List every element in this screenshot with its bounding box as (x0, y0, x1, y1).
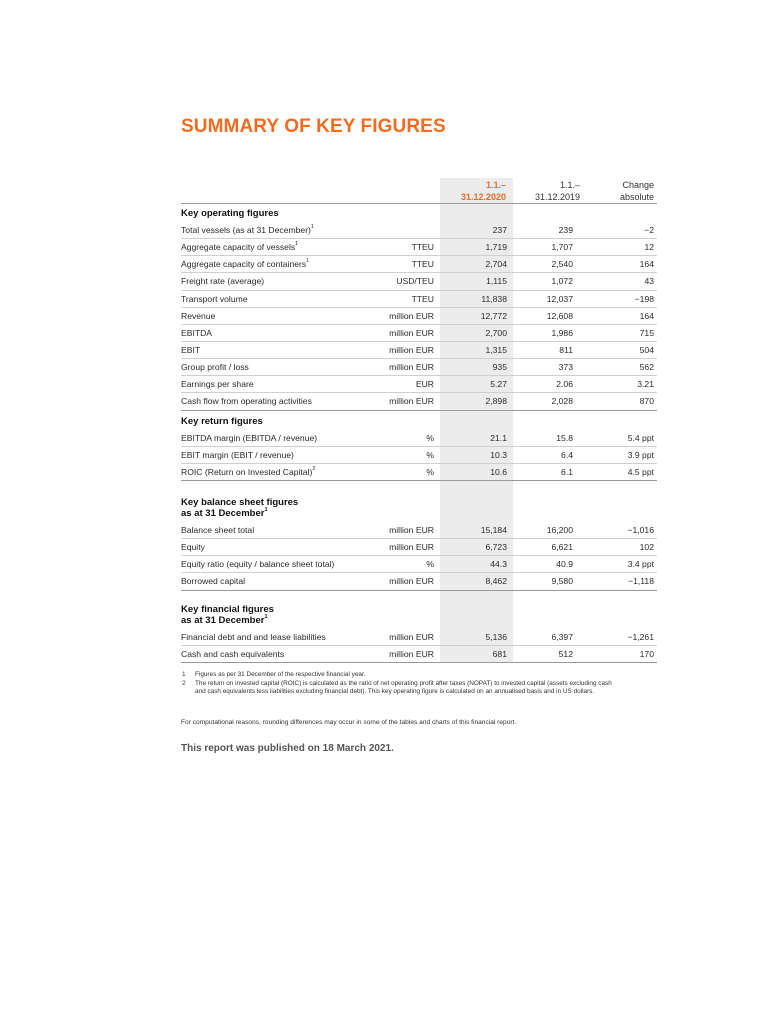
column-header-2019-line1: 1.1.– (559, 180, 580, 190)
footnote-ref: 1 (264, 614, 268, 620)
row-label (181, 294, 248, 304)
value-2020: 2,704 (485, 259, 507, 270)
footnote-1 (181, 671, 621, 680)
value-change: −198 (634, 293, 654, 304)
table-row (181, 273, 657, 290)
computational-note: For computational reasons, rounding differences may occur in some of the tables and charts of this financial report. (181, 719, 517, 726)
value-2020: 1,115 (486, 276, 507, 287)
header-divider (181, 203, 657, 204)
section-title-line (181, 508, 657, 519)
row-unit: % (426, 559, 434, 570)
row-label-text: Earnings per share (181, 379, 254, 390)
row-label (181, 345, 200, 355)
footnote-ref: 2 (312, 466, 316, 473)
table-row (181, 447, 657, 464)
value-2019: 1,986 (551, 327, 573, 338)
row-label-text: EBIT margin (EBIT / revenue) (181, 450, 294, 461)
row-unit: million EUR (389, 327, 434, 338)
table-row (181, 430, 657, 447)
table-row (181, 464, 657, 481)
section-title-line (181, 208, 657, 219)
value-change: 3.9 ppt (627, 450, 654, 461)
value-2020: 1,315 (485, 344, 507, 355)
section-title-text: Key operating figures (181, 208, 279, 219)
value-2019: 811 (559, 344, 573, 355)
value-2020: 10.6 (490, 467, 507, 478)
row-label-text: EBITDA margin (EBITDA / revenue) (181, 433, 318, 443)
value-2019: 9,580 (551, 576, 573, 587)
value-change: 102 (639, 542, 654, 553)
published-note: This report was published on 18 March 2021. (181, 743, 394, 754)
value-2020: 681 (492, 649, 507, 660)
column-header-2020-line2: 31.12.2020 (460, 191, 506, 202)
value-change: 164 (639, 259, 654, 270)
value-2019: 6.1 (561, 467, 573, 478)
column-header-2020-line1: 1.1.– (485, 180, 506, 190)
row-label-text: Equity ratio (equity / balance sheet total) (181, 559, 335, 570)
value-2020: 15,184 (480, 525, 507, 535)
value-2019: 373 (558, 362, 573, 373)
row-label-text: Freight rate (average) (181, 276, 265, 287)
table-row (181, 325, 657, 342)
row-label-text: Cash and cash equivalents (181, 649, 285, 660)
page-title: SUMMARY OF KEY FIGURES (181, 116, 446, 137)
value-2020: 11,838 (481, 293, 507, 304)
section-title (181, 497, 657, 519)
row-unit: % (426, 433, 434, 443)
section-title-text: Key balance sheet figures (181, 497, 299, 508)
row-label (181, 225, 314, 235)
column-header-2019 (513, 180, 580, 203)
row-label-text: Aggregate capacity of vessels (181, 242, 296, 253)
table-row (181, 522, 657, 539)
value-change: 870 (639, 396, 654, 407)
row-unit: million EUR (389, 542, 434, 553)
row-label (181, 559, 334, 569)
table-row (181, 646, 657, 663)
row-label (181, 433, 317, 443)
value-2020: 237 (492, 225, 507, 235)
table-row (181, 556, 657, 573)
row-label (181, 525, 254, 535)
value-2020: 5,136 (485, 632, 507, 642)
row-label-text: Borrowed capital (181, 576, 246, 587)
value-2020: 935 (492, 362, 507, 373)
footnote-ref: 1 (310, 224, 314, 230)
row-unit: million EUR (389, 576, 434, 587)
row-label (181, 379, 254, 389)
footnote-1-mark: 1 (182, 671, 186, 678)
row-label (181, 276, 264, 286)
value-change: 12 (644, 242, 654, 253)
value-2019: 15.8 (556, 433, 573, 443)
value-change: 3.4 ppt (627, 559, 654, 570)
row-label-text: Balance sheet total (181, 525, 255, 535)
value-2020: 2,898 (485, 396, 507, 407)
row-unit: TTEU (411, 259, 434, 270)
section-key-operating-figures (181, 208, 657, 411)
row-unit: million EUR (389, 396, 434, 407)
value-2019: 512 (558, 649, 573, 660)
value-2020: 21.1 (490, 433, 507, 443)
row-label (181, 632, 326, 642)
column-header-change-line1: Change (622, 180, 654, 190)
row-unit: EUR (415, 379, 434, 390)
section-title (181, 416, 657, 427)
row-label-text: ROIC (Return on Invested Capital) (181, 467, 313, 478)
footnote-ref: 1 (306, 258, 310, 265)
column-header-change-line2: absolute (619, 191, 654, 202)
section-title-text: as at 31 December (181, 508, 265, 519)
row-label (181, 649, 284, 659)
value-2020: 12,772 (480, 310, 507, 321)
row-unit: million EUR (389, 362, 434, 373)
row-label-text: EBIT (181, 344, 201, 355)
value-change: 504 (639, 344, 654, 355)
value-2019: 1,707 (551, 242, 573, 253)
table-row (181, 539, 657, 556)
row-unit: million EUR (389, 525, 434, 535)
row-label (181, 242, 298, 252)
row-label (181, 259, 309, 269)
value-2020: 44.3 (490, 559, 507, 570)
row-label (181, 467, 315, 477)
row-label (181, 311, 215, 321)
value-2020: 2,700 (485, 327, 507, 338)
value-2020: 8,462 (485, 576, 507, 587)
value-2020: 10.3 (490, 450, 507, 461)
section-title (181, 604, 657, 626)
value-2019: 1,072 (551, 276, 573, 287)
row-label-text: EBITDA (181, 327, 213, 338)
value-change: 43 (644, 276, 654, 287)
table-row (181, 342, 657, 359)
table-row (181, 291, 657, 308)
row-unit: million EUR (389, 310, 434, 321)
row-unit: TTEU (411, 242, 434, 253)
section-title-line (181, 416, 657, 427)
section-key-balance-sheet-figures (181, 497, 657, 591)
row-label (181, 328, 212, 338)
value-change: 164 (639, 310, 654, 321)
footnote-ref: 1 (295, 241, 299, 248)
table-row (181, 393, 657, 410)
row-label-text: Cash flow from operating activities (181, 396, 312, 407)
row-label (181, 576, 245, 586)
row-label-text: Group profit / loss (181, 362, 249, 373)
value-2020: 5.27 (490, 379, 507, 390)
row-unit: % (426, 450, 434, 461)
value-2019: 239 (558, 225, 573, 235)
section-title-text: as at 31 December (181, 615, 265, 626)
section-title (181, 208, 657, 219)
value-2019: 12,608 (546, 310, 573, 321)
row-unit: million EUR (389, 344, 434, 355)
value-2019: 6.4 (561, 450, 573, 461)
row-label-text: Total vessels (as at 31 December) (181, 225, 311, 235)
row-label-text: Transport volume (181, 293, 248, 304)
row-label (181, 396, 312, 406)
value-2020: 6,723 (485, 542, 507, 553)
column-header-change (580, 180, 654, 203)
table-row (181, 239, 657, 256)
value-2019: 6,621 (551, 542, 573, 553)
value-change: 3.21 (637, 379, 654, 390)
value-change: 715 (639, 327, 654, 338)
value-2019: 6,397 (551, 632, 573, 642)
section-key-financial-figures (181, 604, 657, 663)
value-change: −1,118 (628, 576, 654, 587)
row-unit: TTEU (411, 293, 434, 304)
value-2020: 1,719 (485, 242, 507, 253)
section-title-line (181, 604, 657, 615)
row-label-text: Revenue (181, 310, 216, 321)
row-label (181, 450, 294, 460)
table-row (181, 376, 657, 393)
row-unit: % (426, 467, 434, 478)
section-title-text: Key return figures (181, 416, 263, 427)
row-label-text: Aggregate capacity of containers (181, 259, 307, 270)
value-change: −1,016 (627, 525, 654, 535)
value-2019: 2,540 (551, 259, 573, 270)
row-unit: USD/TEU (396, 276, 434, 287)
row-label (181, 362, 249, 372)
value-change: −1,261 (627, 632, 654, 642)
value-change: −2 (644, 225, 654, 235)
row-unit: million EUR (389, 632, 434, 642)
row-label-text: Financial debt and and lease liabilities (181, 632, 326, 642)
section-key-return-figures (181, 416, 657, 481)
footnote-2 (181, 680, 621, 697)
column-header-2019-line2: 31.12.2019 (534, 191, 580, 202)
table-row (181, 359, 657, 376)
table-row (181, 629, 657, 646)
table-row (181, 308, 657, 325)
section-title-line (181, 497, 657, 508)
value-change: 562 (639, 362, 654, 373)
table-row (181, 222, 657, 239)
footnote-2-text: The return on invested capital (ROIC) is calculated as the ratio of net operating profit after taxes (NOPAT) to invested capital (assets excluding cash and cash equivalents less liabilities excluding financial debt). This key operating figure is calculated on an annualised basis and in US dollars. (195, 679, 612, 696)
row-unit: million EUR (389, 649, 434, 660)
table-row (181, 573, 657, 590)
value-2019: 12,037 (546, 293, 573, 304)
value-change: 170 (639, 649, 654, 660)
footnotes (181, 671, 621, 697)
value-2019: 2,028 (551, 396, 573, 407)
row-label-text: Equity (181, 542, 205, 553)
value-2019: 16,200 (546, 525, 573, 535)
table-row (181, 256, 657, 273)
value-change: 4.5 ppt (627, 467, 654, 478)
value-2019: 40.9 (556, 559, 573, 570)
value-2019: 2.06 (556, 379, 573, 390)
section-title-text: Key financial figures (181, 604, 274, 615)
footnote-2-mark: 2 (182, 679, 186, 687)
footnote-ref: 1 (264, 507, 268, 513)
footnote-1-text: Figures as per 31 December of the respective financial year. (195, 671, 366, 678)
section-title-line (181, 615, 657, 626)
value-change: 5.4 ppt (627, 433, 654, 443)
column-header-2020 (440, 180, 506, 203)
row-label (181, 542, 205, 552)
